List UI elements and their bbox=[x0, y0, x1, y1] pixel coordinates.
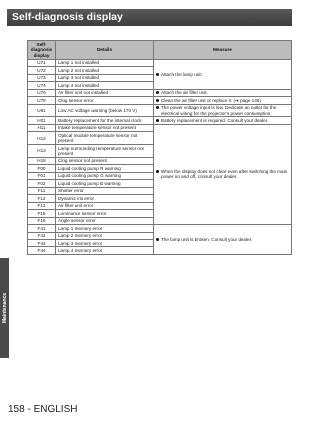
code-cell: F01 bbox=[28, 172, 56, 179]
self-diagnosis-table bbox=[27, 40, 292, 255]
bullet-icon bbox=[156, 91, 159, 94]
details-cell: Lamp 4 memory error bbox=[56, 247, 154, 254]
details-cell: Angle sensor error bbox=[56, 217, 154, 224]
table-row bbox=[28, 97, 292, 104]
details-cell: Luminance sensor error bbox=[56, 210, 154, 217]
code-cell: F12 bbox=[28, 195, 56, 202]
details-cell: Shutter error bbox=[56, 187, 154, 194]
bullet-icon bbox=[156, 73, 159, 76]
measure-cell: Attach the lamp unit. bbox=[154, 59, 292, 89]
table-row bbox=[28, 59, 292, 66]
code-cell: U81 bbox=[28, 104, 56, 117]
code-cell: F00 bbox=[28, 165, 56, 172]
code-cell: H12 bbox=[28, 132, 56, 145]
details-cell: Intake temperature sensor not present bbox=[56, 124, 154, 131]
column-header-measure: Measure bbox=[154, 41, 292, 60]
details-cell: Low AC voltage warning (below 170 V) bbox=[56, 104, 154, 117]
details-cell: Lamp surrounding temperature sensor not present bbox=[56, 145, 154, 158]
code-cell: F41 bbox=[28, 225, 56, 232]
code-cell: F16 bbox=[28, 217, 56, 224]
code-cell: H18 bbox=[28, 157, 56, 164]
details-cell: Clog sensor not present bbox=[56, 157, 154, 164]
details-cell: Lamp 3 not installed bbox=[56, 74, 154, 81]
code-cell: F43 bbox=[28, 240, 56, 247]
code-cell: U72 bbox=[28, 67, 56, 74]
column-header-code: Self-diagnosis display bbox=[28, 41, 56, 60]
details-cell: Lamp 2 memory error bbox=[56, 232, 154, 239]
details-cell: Air filter unit not installed bbox=[56, 89, 154, 96]
measure-cell: Battery replacement is required. Consult your dealer. bbox=[154, 117, 292, 124]
table-row bbox=[28, 117, 292, 124]
column-header-details: Details bbox=[56, 41, 154, 60]
code-cell: U74 bbox=[28, 82, 56, 89]
measure-cell: Clean the air filter unit or replace it. (➔ page 148) bbox=[154, 97, 292, 104]
code-cell: U71 bbox=[28, 59, 56, 66]
code-cell: H01 bbox=[28, 117, 56, 124]
table-header-row bbox=[28, 41, 292, 60]
page-header bbox=[7, 9, 292, 26]
page-title: Self-diagnosis display bbox=[12, 11, 123, 23]
table-row bbox=[28, 89, 292, 96]
measure-cell: The power voltage input is low. Dedicate an outlet for the electrical wiring for the projector’s power consumption. bbox=[154, 104, 292, 117]
details-cell: Lamp 3 memory error bbox=[56, 240, 154, 247]
side-tab-label: Maintenance bbox=[1, 292, 8, 324]
code-cell: H11 bbox=[28, 124, 56, 131]
details-cell: Optical module temperature sensor not present bbox=[56, 132, 154, 145]
details-cell: Liquid cooling pump B warning bbox=[56, 180, 154, 187]
bullet-icon bbox=[156, 106, 159, 109]
code-cell: F15 bbox=[28, 210, 56, 217]
code-cell: U78 bbox=[28, 97, 56, 104]
bullet-icon bbox=[156, 119, 159, 122]
code-cell: F44 bbox=[28, 247, 56, 254]
bullet-icon bbox=[156, 238, 159, 241]
details-cell: Dynamic iris error bbox=[56, 195, 154, 202]
details-cell: Lamp 1 memory error bbox=[56, 225, 154, 232]
bullet-icon bbox=[156, 170, 159, 173]
code-cell: H13 bbox=[28, 145, 56, 158]
measure-cell: Attach the air filter unit. bbox=[154, 89, 292, 96]
bullet-icon bbox=[156, 99, 159, 102]
table-row bbox=[28, 104, 292, 117]
code-cell: U76 bbox=[28, 89, 56, 96]
code-cell: F13 bbox=[28, 202, 56, 209]
details-cell: Air filter unit error bbox=[56, 202, 154, 209]
details-cell: Liquid cooling pump R warning bbox=[56, 165, 154, 172]
measure-cell: When the display does not clear even after switching the main power on and off, consult your dealer. bbox=[154, 124, 292, 224]
table-row bbox=[28, 225, 292, 232]
code-cell: U73 bbox=[28, 74, 56, 81]
details-cell: Lamp 1 not installed bbox=[56, 59, 154, 66]
code-cell: F11 bbox=[28, 187, 56, 194]
details-cell: Clog sensor error bbox=[56, 97, 154, 104]
details-cell: Lamp 4 not installed bbox=[56, 82, 154, 89]
table-row bbox=[28, 124, 292, 131]
measure-cell: The lamp unit is broken. Consult your dealer. bbox=[154, 225, 292, 255]
code-cell: F42 bbox=[28, 232, 56, 239]
details-cell: Liquid cooling pump G warning bbox=[56, 172, 154, 179]
details-cell: Battery replacement for the internal clock bbox=[56, 117, 154, 124]
details-cell: Lamp 2 not installed bbox=[56, 67, 154, 74]
page-number: 158 - ENGLISH bbox=[8, 404, 78, 415]
section-side-tab bbox=[0, 258, 9, 358]
code-cell: F02 bbox=[28, 180, 56, 187]
